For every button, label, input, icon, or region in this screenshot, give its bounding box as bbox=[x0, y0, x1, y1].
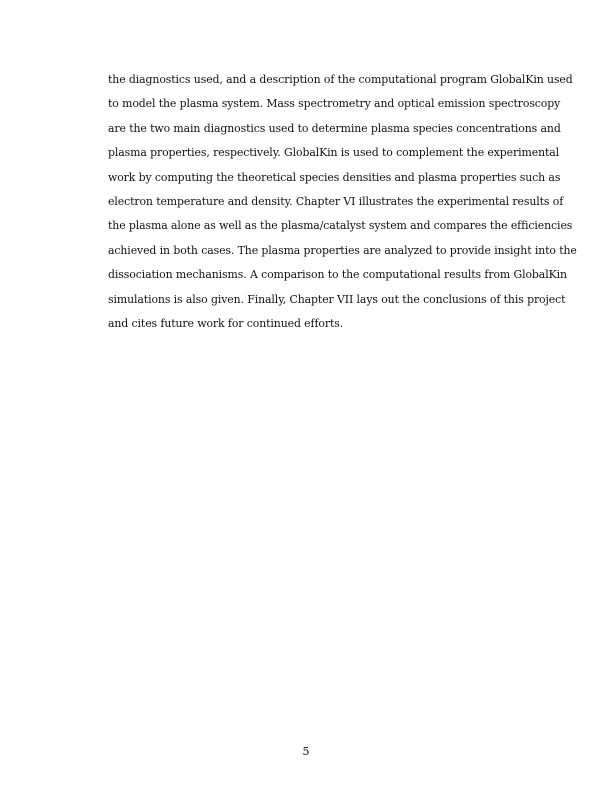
paragraph-line: and cites future work for continued efforts. bbox=[108, 316, 344, 330]
paragraph-line: are the two main diagnostics used to determine plasma species concentrations and bbox=[108, 121, 561, 135]
paragraph-line: to model the plasma system. Mass spectrometry and optical emission spectroscopy bbox=[108, 97, 561, 111]
body-paragraph bbox=[108, 68, 577, 336]
paragraph-line: the diagnostics used, and a description of the computational program GlobalKin used bbox=[108, 73, 573, 86]
paragraph-line: electron temperature and density. Chapter VI illustrates the experimental results of bbox=[108, 194, 564, 208]
paragraph-line: simulations is also given. Finally, Chapter VII lays out the conclusions of this project bbox=[108, 292, 566, 306]
paragraph-line: the plasma alone as well as the plasma/catalyst system and compares the efficiencies bbox=[108, 219, 573, 233]
page-number: 5 bbox=[302, 745, 310, 758]
paragraph-line: plasma properties, respectively. GlobalKin is used to complement the experimental bbox=[108, 146, 560, 160]
paragraph-line: work by computing the theoretical species densities and plasma properties such as bbox=[108, 170, 561, 184]
paragraph-line: dissociation mechanisms. A comparison to the computational results from GlobalKin bbox=[108, 268, 567, 282]
paragraph-line: achieved in both cases. The plasma properties are analyzed to provide insight into the bbox=[108, 243, 577, 257]
